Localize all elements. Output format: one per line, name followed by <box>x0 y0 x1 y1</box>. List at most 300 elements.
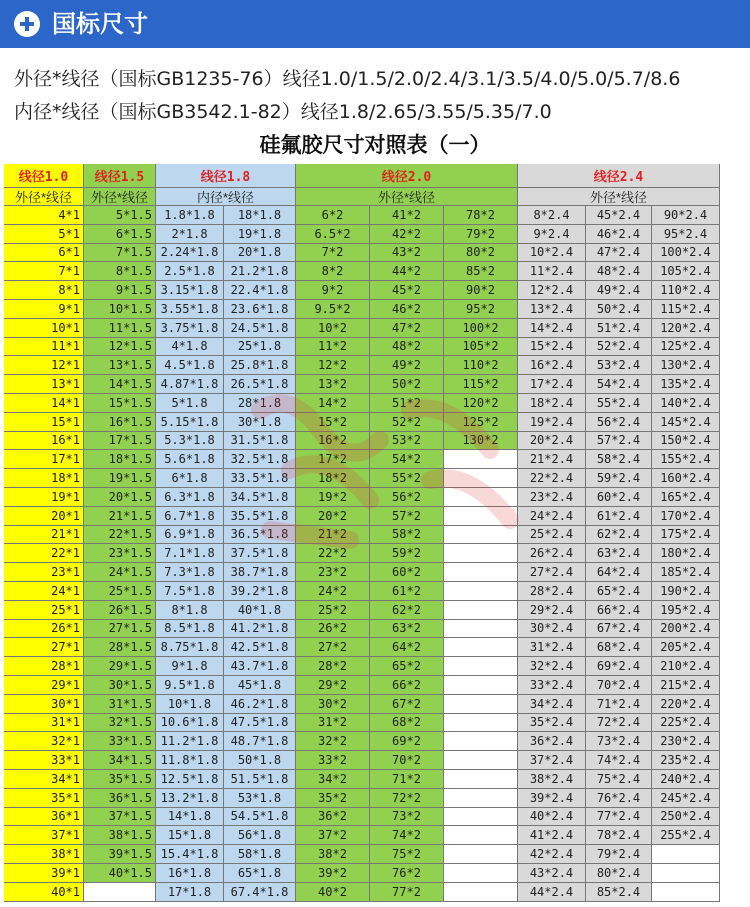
table-cell: 62*2.4 <box>586 526 652 545</box>
table-cell: 205*2.4 <box>652 638 720 657</box>
table-cell: 64*2 <box>370 638 444 657</box>
table-cell: 49*2.4 <box>586 281 652 300</box>
table-cell <box>652 883 720 902</box>
table-cell: 38*1 <box>4 845 84 864</box>
table-cell: 100*2 <box>444 319 518 338</box>
table-cell: 1.8*1.8 <box>156 206 224 225</box>
table-cell: 3.55*1.8 <box>156 300 224 319</box>
table-cell <box>444 657 518 676</box>
group-header: 线径1.5 <box>84 164 156 188</box>
table-cell: 16*1 <box>4 432 84 451</box>
table-cell <box>444 883 518 902</box>
table-cell: 58*2 <box>370 526 444 545</box>
table-cell: 24.5*1.8 <box>224 319 296 338</box>
table-cell: 30*2 <box>296 695 370 714</box>
table-cell: 70*2.4 <box>586 676 652 695</box>
table-cell: 35*2.4 <box>518 714 586 733</box>
table-cell: 17*1 <box>4 450 84 469</box>
table-title: 硅氟胶尺寸对照表（一） <box>259 132 491 157</box>
table-cell: 50*2.4 <box>586 300 652 319</box>
table-cell: 150*2.4 <box>652 432 720 451</box>
table-cell: 27*1 <box>4 638 84 657</box>
table-cell <box>444 450 518 469</box>
table-cell: 12*1.5 <box>84 338 156 357</box>
table-cell: 25*2.4 <box>518 526 586 545</box>
table-cell: 2.5*1.8 <box>156 262 224 281</box>
table-cell: 22*2.4 <box>518 469 586 488</box>
table-cell: 38*1.5 <box>84 826 156 845</box>
table-cell: 235*2.4 <box>652 751 720 770</box>
table-cell: 43*2.4 <box>518 864 586 883</box>
table-cell <box>444 751 518 770</box>
table-cell: 22.4*1.8 <box>224 281 296 300</box>
table-cell <box>444 695 518 714</box>
table-cell: 71*2 <box>370 770 444 789</box>
table-cell: 26*2.4 <box>518 544 586 563</box>
table-cell: 44*2.4 <box>518 883 586 902</box>
table-cell: 33*2.4 <box>518 676 586 695</box>
table-cell: 63*2 <box>370 620 444 639</box>
table-cell: 12*1 <box>4 356 84 375</box>
table-cell: 12*2 <box>296 356 370 375</box>
table-cell: 51*2 <box>370 394 444 413</box>
table-cell: 6.7*1.8 <box>156 507 224 526</box>
table-cell: 19*1 <box>4 488 84 507</box>
table-cell: 38.7*1.8 <box>224 563 296 582</box>
table-cell: 47*2 <box>370 319 444 338</box>
table-cell: 53*1.8 <box>224 789 296 808</box>
plus-circle-icon <box>14 11 40 37</box>
table-cell <box>444 601 518 620</box>
table-cell: 8.75*1.8 <box>156 638 224 657</box>
table-cell: 66*2 <box>370 676 444 695</box>
table-cell: 21*2 <box>296 526 370 545</box>
table-cell: 32*1 <box>4 732 84 751</box>
table-cell: 10*2 <box>296 319 370 338</box>
table-cell: 67.4*1.8 <box>224 883 296 902</box>
table-cell: 39*2.4 <box>518 789 586 808</box>
group-header: 线径1.8 <box>156 164 296 188</box>
table-cell: 15*1.5 <box>84 394 156 413</box>
table-cell <box>444 770 518 789</box>
table-cell: 65*1.8 <box>224 864 296 883</box>
table-cell: 35*1 <box>4 789 84 808</box>
table-cell: 60*2 <box>370 563 444 582</box>
table-cell: 140*2.4 <box>652 394 720 413</box>
table-cell: 4.87*1.8 <box>156 375 224 394</box>
table-cell: 125*2.4 <box>652 338 720 357</box>
table-cell <box>444 826 518 845</box>
table-cell: 50*1.8 <box>224 751 296 770</box>
table-cell: 8*1 <box>4 281 84 300</box>
table-cell: 22*2 <box>296 544 370 563</box>
table-cell: 28*2.4 <box>518 582 586 601</box>
table-cell: 41*2 <box>370 206 444 225</box>
table-cell: 56*2 <box>370 488 444 507</box>
table-cell: 30*1.8 <box>224 413 296 432</box>
table-cell: 59*2 <box>370 544 444 563</box>
table-cell: 40*2 <box>296 883 370 902</box>
table-cell: 49*2 <box>370 356 444 375</box>
table-cell: 22*1.5 <box>84 526 156 545</box>
table-cell: 51*2.4 <box>586 319 652 338</box>
table-cell: 33.5*1.8 <box>224 469 296 488</box>
group-header: 线径2.0 <box>296 164 518 188</box>
table-cell: 9*2.4 <box>518 225 586 244</box>
table-cell: 62*2 <box>370 601 444 620</box>
table-cell: 26*2 <box>296 620 370 639</box>
table-cell: 19*1.5 <box>84 469 156 488</box>
table-cell: 26*1 <box>4 620 84 639</box>
table-cell <box>652 845 720 864</box>
table-cell: 26*1.5 <box>84 601 156 620</box>
table-cell: 29*2.4 <box>518 601 586 620</box>
table-cell: 79*2 <box>444 225 518 244</box>
table-cell: 17*2 <box>296 450 370 469</box>
table-cell: 21*1 <box>4 526 84 545</box>
table-cell: 255*2.4 <box>652 826 720 845</box>
table-cell: 60*2.4 <box>586 488 652 507</box>
table-cell: 48.7*1.8 <box>224 732 296 751</box>
table-cell: 23*2.4 <box>518 488 586 507</box>
table-cell: 23*1 <box>4 563 84 582</box>
table-cell: 31*1.5 <box>84 695 156 714</box>
table-cell: 42*2 <box>370 225 444 244</box>
table-cell: 32*1.5 <box>84 714 156 733</box>
table-cell: 51.5*1.8 <box>224 770 296 789</box>
table-cell: 35*1.5 <box>84 770 156 789</box>
table-cell: 10.6*1.8 <box>156 714 224 733</box>
table-cell: 18*2 <box>296 469 370 488</box>
table-cell: 47.5*1.8 <box>224 714 296 733</box>
table-cell: 13*1.5 <box>84 356 156 375</box>
table-cell: 52*2.4 <box>586 338 652 357</box>
table-cell: 30*1 <box>4 695 84 714</box>
table-cell: 32*2 <box>296 732 370 751</box>
table-cell: 75*2.4 <box>586 770 652 789</box>
table-cell: 56*1.8 <box>224 826 296 845</box>
table-cell: 250*2.4 <box>652 808 720 827</box>
inner-diameter-standard-line: 内径*线径（国标GB3542.1-82）线径1.8/2.65/3.55/5.35/7.0 <box>14 101 552 123</box>
table-cell: 8*2.4 <box>518 206 586 225</box>
table-cell: 46*2 <box>370 300 444 319</box>
table-cell: 11.8*1.8 <box>156 751 224 770</box>
table-cell: 22*1 <box>4 544 84 563</box>
table-cell: 37*2 <box>296 826 370 845</box>
table-cell: 10*1 <box>4 319 84 338</box>
table-cell: 16*2 <box>296 432 370 451</box>
table-cell: 61*2 <box>370 582 444 601</box>
table-cell: 14*2 <box>296 394 370 413</box>
table-cell: 75*2 <box>370 845 444 864</box>
table-cell: 57*2.4 <box>586 432 652 451</box>
group-subheader: 内径*线径 <box>156 188 296 206</box>
table-cell: 20*1.5 <box>84 488 156 507</box>
table-cell: 145*2.4 <box>652 413 720 432</box>
table-cell: 30*1.5 <box>84 676 156 695</box>
table-cell: 44*2 <box>370 262 444 281</box>
table-cell: 8*1.8 <box>156 601 224 620</box>
table-cell: 9*2 <box>296 281 370 300</box>
table-cell: 19*2 <box>296 488 370 507</box>
table-cell: 170*2.4 <box>652 507 720 526</box>
table-cell: 40*1.8 <box>224 601 296 620</box>
table-cell: 66*2.4 <box>586 601 652 620</box>
table-cell: 79*2.4 <box>586 845 652 864</box>
table-cell: 39*1 <box>4 864 84 883</box>
table-cell: 53*2 <box>370 432 444 451</box>
table-cell: 6.9*1.8 <box>156 526 224 545</box>
table-cell: 55*2 <box>370 469 444 488</box>
section-title: 国标尺寸 <box>52 10 148 38</box>
table-cell: 110*2.4 <box>652 281 720 300</box>
table-cell: 13*2.4 <box>518 300 586 319</box>
table-cell: 54.5*1.8 <box>224 808 296 827</box>
table-cell: 210*2.4 <box>652 657 720 676</box>
table-cell: 61*2.4 <box>586 507 652 526</box>
table-cell: 31.5*1.8 <box>224 432 296 451</box>
table-cell: 57*2 <box>370 507 444 526</box>
table-cell: 38*2.4 <box>518 770 586 789</box>
table-cell: 29*2 <box>296 676 370 695</box>
table-cell: 29*1.5 <box>84 657 156 676</box>
table-cell: 10*1.5 <box>84 300 156 319</box>
table-cell: 39*2 <box>296 864 370 883</box>
table-cell: 7*1 <box>4 262 84 281</box>
table-cell <box>444 469 518 488</box>
table-cell: 72*2 <box>370 789 444 808</box>
table-cell: 23*1.5 <box>84 544 156 563</box>
table-cell: 31*1 <box>4 714 84 733</box>
table-cell: 31*2.4 <box>518 638 586 657</box>
table-cell: 32*2.4 <box>518 657 586 676</box>
table-cell: 55*2.4 <box>586 394 652 413</box>
table-cell: 5.6*1.8 <box>156 450 224 469</box>
table-cell: 4.5*1.8 <box>156 356 224 375</box>
table-cell: 12*2.4 <box>518 281 586 300</box>
table-cell: 6*2 <box>296 206 370 225</box>
table-cell: 34*2 <box>296 770 370 789</box>
table-cell: 30*2.4 <box>518 620 586 639</box>
table-cell: 8.5*1.8 <box>156 620 224 639</box>
table-cell: 185*2.4 <box>652 563 720 582</box>
table-cell: 36*2 <box>296 808 370 827</box>
table-cell: 7.3*1.8 <box>156 563 224 582</box>
table-cell: 225*2.4 <box>652 714 720 733</box>
table-cell: 15.4*1.8 <box>156 845 224 864</box>
table-cell: 78*2.4 <box>586 826 652 845</box>
table-cell: 6*1 <box>4 244 84 263</box>
table-cell: 67*2.4 <box>586 620 652 639</box>
table-cell: 34*1.5 <box>84 751 156 770</box>
table-cell: 23.6*1.8 <box>224 300 296 319</box>
table-cell: 77*2 <box>370 883 444 902</box>
table-cell: 25*1.8 <box>224 338 296 357</box>
table-cell <box>444 488 518 507</box>
table-cell: 34.5*1.8 <box>224 488 296 507</box>
table-cell: 6.3*1.8 <box>156 488 224 507</box>
table-cell: 37*1.5 <box>84 808 156 827</box>
table-cell: 46.2*1.8 <box>224 695 296 714</box>
table-cell: 245*2.4 <box>652 789 720 808</box>
table-cell: 43*2 <box>370 244 444 263</box>
table-cell: 53*2.4 <box>586 356 652 375</box>
table-cell: 37*1 <box>4 826 84 845</box>
table-cell: 90*2.4 <box>652 206 720 225</box>
table-cell: 3.75*1.8 <box>156 319 224 338</box>
table-cell: 68*2.4 <box>586 638 652 657</box>
table-cell: 5.15*1.8 <box>156 413 224 432</box>
table-cell: 9*1.5 <box>84 281 156 300</box>
group-subheader: 外径*线径 <box>296 188 518 206</box>
table-cell: 125*2 <box>444 413 518 432</box>
table-cell: 35*2 <box>296 789 370 808</box>
table-cell: 3.15*1.8 <box>156 281 224 300</box>
table-cell: 28*2 <box>296 657 370 676</box>
table-cell: 76*2 <box>370 864 444 883</box>
table-cell: 26.5*1.8 <box>224 375 296 394</box>
group-subheader: 外径*线径 <box>518 188 720 206</box>
table-cell: 32.5*1.8 <box>224 450 296 469</box>
table-cell: 15*1 <box>4 413 84 432</box>
table-cell: 11*2.4 <box>518 262 586 281</box>
table-cell: 77*2.4 <box>586 808 652 827</box>
table-cell <box>652 864 720 883</box>
table-cell: 19*1.8 <box>224 225 296 244</box>
table-cell: 90*2 <box>444 281 518 300</box>
table-cell: 39*1.5 <box>84 845 156 864</box>
table-cell: 12.5*1.8 <box>156 770 224 789</box>
table-cell: 28*1.5 <box>84 638 156 657</box>
table-cell: 34*2.4 <box>518 695 586 714</box>
table-cell <box>444 563 518 582</box>
table-cell: 180*2.4 <box>652 544 720 563</box>
table-cell: 54*2.4 <box>586 375 652 394</box>
table-cell: 190*2.4 <box>652 582 720 601</box>
table-cell: 27*2 <box>296 638 370 657</box>
table-cell <box>444 620 518 639</box>
table-cell: 21*2.4 <box>518 450 586 469</box>
table-cell: 69*2 <box>370 732 444 751</box>
table-cell: 27*1.5 <box>84 620 156 639</box>
table-cell: 11*2 <box>296 338 370 357</box>
table-cell: 17*1.5 <box>84 432 156 451</box>
table-cell: 195*2.4 <box>652 601 720 620</box>
table-cell: 220*2.4 <box>652 695 720 714</box>
table-cell: 67*2 <box>370 695 444 714</box>
group-subheader: 外径*线径 <box>4 188 84 206</box>
table-cell: 48*2 <box>370 338 444 357</box>
table-cell: 40*2.4 <box>518 808 586 827</box>
table-cell: 95*2.4 <box>652 225 720 244</box>
table-cell: 35.5*1.8 <box>224 507 296 526</box>
table-cell: 69*2.4 <box>586 657 652 676</box>
table-cell <box>444 714 518 733</box>
table-cell: 13*2 <box>296 375 370 394</box>
table-cell: 73*2 <box>370 808 444 827</box>
table-cell: 120*2.4 <box>652 319 720 338</box>
table-cell: 38*2 <box>296 845 370 864</box>
table-cell: 78*2 <box>444 206 518 225</box>
table-cell: 46*2.4 <box>586 225 652 244</box>
table-cell: 58*2.4 <box>586 450 652 469</box>
table-cell: 63*2.4 <box>586 544 652 563</box>
table-cell: 45*2.4 <box>586 206 652 225</box>
table-cell: 24*2 <box>296 582 370 601</box>
table-cell: 16*1.5 <box>84 413 156 432</box>
table-cell <box>444 582 518 601</box>
table-cell: 9.5*1.8 <box>156 676 224 695</box>
table-cell: 76*2.4 <box>586 789 652 808</box>
table-cell: 36*2.4 <box>518 732 586 751</box>
table-cell: 33*1.5 <box>84 732 156 751</box>
table-cell: 18*1.8 <box>224 206 296 225</box>
table-cell: 80*2.4 <box>586 864 652 883</box>
table-cell: 74*2.4 <box>586 751 652 770</box>
group-header: 线径1.0 <box>4 164 84 188</box>
table-cell: 40*1 <box>4 883 84 902</box>
table-cell: 23*2 <box>296 563 370 582</box>
table-cell: 16*2.4 <box>518 356 586 375</box>
table-cell: 13.2*1.8 <box>156 789 224 808</box>
table-cell: 47*2.4 <box>586 244 652 263</box>
table-cell: 24*2.4 <box>518 507 586 526</box>
table-cell: 21*1.5 <box>84 507 156 526</box>
table-cell: 6.5*2 <box>296 225 370 244</box>
table-cell: 33*1 <box>4 751 84 770</box>
table-cell: 48*2.4 <box>586 262 652 281</box>
table-cell: 240*2.4 <box>652 770 720 789</box>
table-cell: 68*2 <box>370 714 444 733</box>
table-cell: 54*2 <box>370 450 444 469</box>
table-cell <box>444 845 518 864</box>
table-cell: 105*2.4 <box>652 262 720 281</box>
table-cell: 9*1.8 <box>156 657 224 676</box>
table-cell: 6*1.8 <box>156 469 224 488</box>
table-cell: 41*2.4 <box>518 826 586 845</box>
table-cell <box>84 883 156 902</box>
table-cell: 115*2 <box>444 375 518 394</box>
table-cell: 64*2.4 <box>586 563 652 582</box>
table-cell: 36*1 <box>4 808 84 827</box>
table-cell <box>444 526 518 545</box>
table-cell: 45*1.8 <box>224 676 296 695</box>
table-cell: 21.2*1.8 <box>224 262 296 281</box>
table-cell: 71*2.4 <box>586 695 652 714</box>
table-cell: 16*1.8 <box>156 864 224 883</box>
table-cell: 80*2 <box>444 244 518 263</box>
table-cell: 15*1.8 <box>156 826 224 845</box>
table-cell: 40*1.5 <box>84 864 156 883</box>
table-cell: 5*1.5 <box>84 206 156 225</box>
table-cell: 11*1.5 <box>84 319 156 338</box>
table-cell: 20*1.8 <box>224 244 296 263</box>
table-cell: 17*1.8 <box>156 883 224 902</box>
table-cell: 20*1 <box>4 507 84 526</box>
table-cell: 72*2.4 <box>586 714 652 733</box>
table-cell: 5.3*1.8 <box>156 432 224 451</box>
table-cell: 230*2.4 <box>652 732 720 751</box>
table-cell: 39.2*1.8 <box>224 582 296 601</box>
table-cell: 25*1 <box>4 601 84 620</box>
table-cell: 15*2.4 <box>518 338 586 357</box>
table-cell: 14*1.5 <box>84 375 156 394</box>
table-cell: 18*1.5 <box>84 450 156 469</box>
table-cell: 100*2.4 <box>652 244 720 263</box>
table-cell: 7.5*1.8 <box>156 582 224 601</box>
table-cell: 155*2.4 <box>652 450 720 469</box>
table-cell: 52*2 <box>370 413 444 432</box>
